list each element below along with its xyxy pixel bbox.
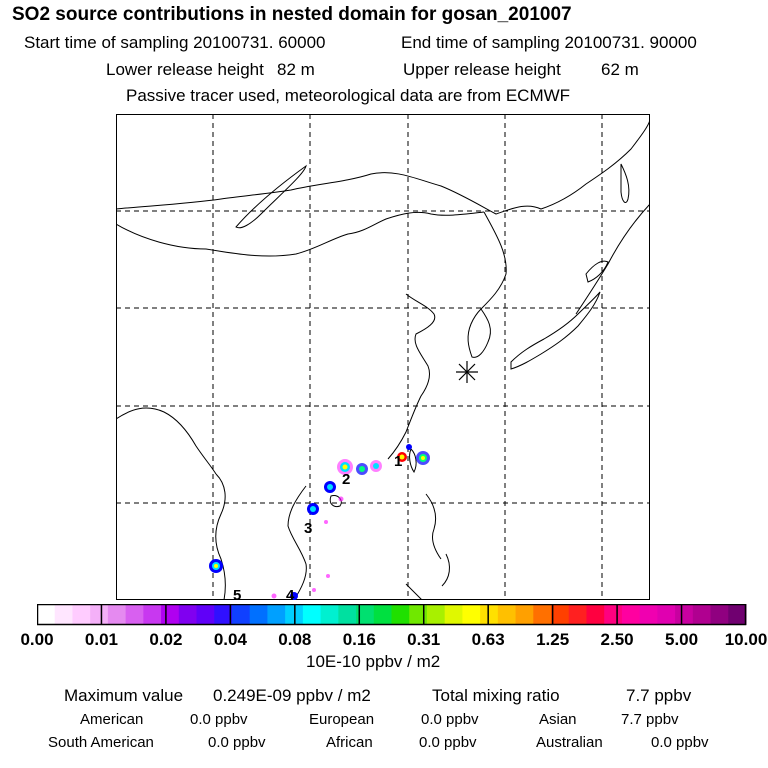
colorbar-cell — [533, 604, 551, 625]
colorbar-cell — [640, 604, 658, 625]
colorbar-unit: 10E-10 ppbv / m2 — [306, 652, 441, 671]
region-name-australian: Australian — [536, 734, 603, 751]
region-value-african: 0.0 ppbv — [419, 734, 477, 751]
colorbar-cell — [108, 604, 126, 625]
region-name-african: African — [326, 734, 373, 751]
region-value-south-american: 0.0 ppbv — [208, 734, 266, 751]
max-value: 0.249E-09 ppbv / m2 — [213, 686, 371, 705]
colorbar-tick-label: 2.50 — [600, 630, 634, 649]
colorbar-cell — [586, 604, 604, 625]
colorbar-cell — [55, 604, 73, 625]
region-value-european: 0.0 ppbv — [421, 711, 479, 728]
colorbar-cell — [551, 604, 569, 625]
region-value-australian: 0.0 ppbv — [651, 734, 709, 751]
colorbar-cell — [338, 604, 356, 625]
colorbar-cell — [197, 604, 215, 625]
colorbar-tick-label: 10.00 — [724, 630, 768, 649]
source-label-2: 2 — [342, 471, 351, 488]
colorbar-cell — [657, 604, 675, 625]
colorbar-cell — [161, 604, 179, 625]
region-value-american: 0.0 ppbv — [190, 711, 248, 728]
colorbar-cell — [143, 604, 161, 625]
colorbar-tick-label: 0.02 — [149, 630, 183, 649]
receptor-marker — [456, 361, 478, 383]
colorbar-tick-label: 0.08 — [278, 630, 312, 649]
colorbar-cell — [409, 604, 427, 625]
tracer-note: Passive tracer used, meteorological data are from ECMWF — [126, 86, 571, 105]
upper-release-value: 62 m — [601, 60, 639, 79]
colorbar-cell — [267, 604, 285, 625]
colorbar-cell — [179, 604, 197, 625]
source-label-1: 1 — [394, 453, 403, 470]
colorbar — [37, 604, 747, 626]
colorbar-cell — [303, 604, 321, 625]
colorbar-cell — [693, 604, 711, 625]
region-name-american: American — [80, 711, 144, 728]
source-label-4: 4 — [286, 587, 295, 600]
colorbar-tick-label: 0.04 — [213, 630, 247, 649]
colorbar-cell — [498, 604, 516, 625]
colorbar-cell — [250, 604, 268, 625]
colorbar-cell — [126, 604, 144, 625]
max-value-label: Maximum value — [64, 686, 184, 705]
colorbar-cell — [516, 604, 534, 625]
colorbar-cell — [462, 604, 480, 625]
colorbar-cell — [72, 604, 90, 625]
colorbar-tick-label: 0.01 — [84, 630, 118, 649]
colorbar-cell — [569, 604, 587, 625]
colorbar-cell — [321, 604, 339, 625]
colorbar-tick-label: 0.16 — [342, 630, 376, 649]
source-label-3: 3 — [304, 520, 313, 537]
colorbar-tick-label: 0.00 — [20, 630, 54, 649]
colorbar-tick-label: 1.25 — [536, 630, 570, 649]
colorbar-cell — [392, 604, 410, 625]
region-value-asian: 7.7 ppbv — [621, 711, 679, 728]
colorbar-cell — [622, 604, 640, 625]
map-panel — [116, 114, 650, 600]
colorbar-tick-label: 0.31 — [407, 630, 441, 649]
map-title: SO2 source contributions in nested domain for gosan_201007 — [12, 4, 572, 25]
colorbar-tick-label: 0.63 — [471, 630, 505, 649]
colorbar-cell — [728, 604, 746, 625]
upper-release-label: Upper release height — [403, 60, 561, 79]
colorbar-cell — [604, 604, 622, 625]
source-label-5: 5 — [233, 587, 242, 600]
end-time-text: End time of sampling 20100731. 90000 — [401, 33, 697, 52]
colorbar-tick-label: 5.00 — [664, 630, 699, 649]
lower-release-label: Lower release height — [106, 60, 264, 79]
colorbar-cell — [711, 604, 729, 625]
total-mixing-value: 7.7 ppbv — [626, 686, 692, 705]
colorbar-cell — [374, 604, 392, 625]
colorbar-cell — [232, 604, 250, 625]
total-mixing-label: Total mixing ratio — [432, 686, 560, 705]
lower-release-value: 82 m — [277, 60, 315, 79]
region-name-european: European — [309, 711, 375, 728]
region-name-asian: Asian — [539, 711, 577, 728]
colorbar-cell — [445, 604, 463, 625]
colorbar-cell — [427, 604, 445, 625]
colorbar-cell — [480, 604, 498, 625]
region-name-south-american: South American — [48, 734, 154, 751]
colorbar-cell — [37, 604, 55, 625]
colorbar-cell — [90, 604, 108, 625]
start-time-text: Start time of sampling 20100731. 60000 — [24, 33, 326, 52]
colorbar-cell — [675, 604, 693, 625]
